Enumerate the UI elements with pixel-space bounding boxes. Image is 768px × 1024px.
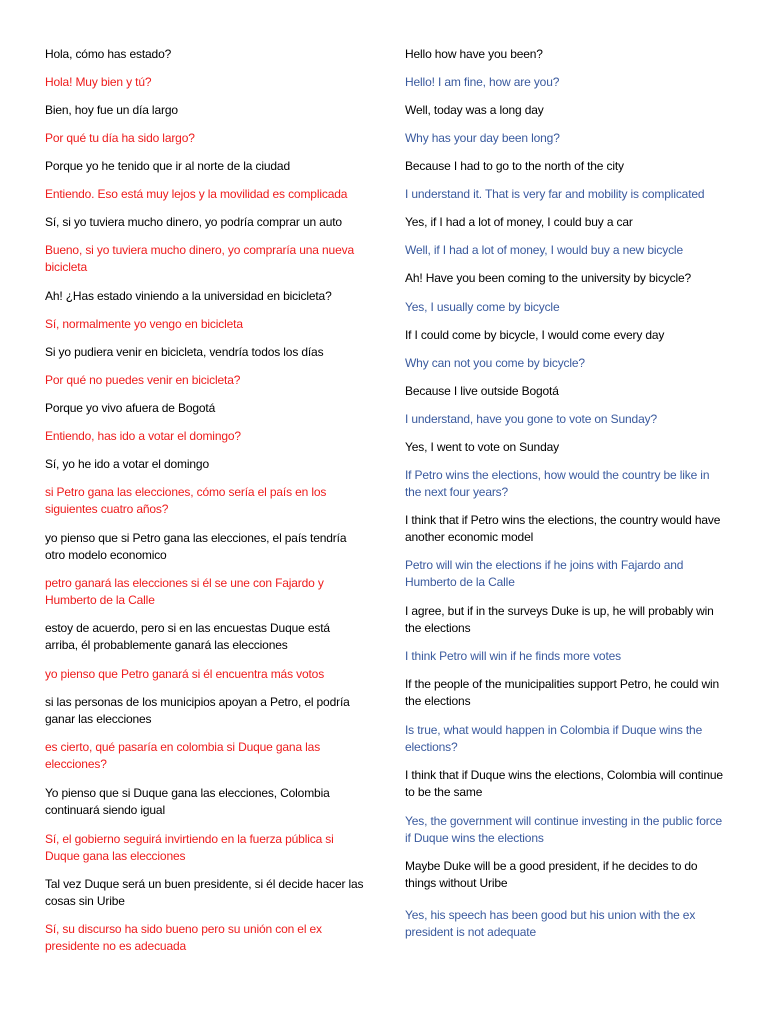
spanish-line: Entiendo. Eso está muy lejos y la movilidad es complicada [45,187,348,201]
english-line: I understand, have you gone to vote on Sunday? [405,412,657,426]
english-line: Because I live outside Bogotá [405,384,559,398]
english-line: If I could come by bicycle, I would come every day [405,328,665,342]
spanish-line: estoy de acuerdo, pero si en las encuestas Duque está arriba, él probablemente ganará las elecciones [45,621,330,652]
spanish-line: si las personas de los municipios apoyan a Petro, el podría ganar las elecciones [45,695,350,726]
spanish-line: Tal vez Duque será un buen presidente, si él decide hacer las cosas sin Uribe [45,877,364,908]
spanish-line: Sí, si yo tuviera mucho dinero, yo podría comprar un auto [45,215,342,229]
spanish-line: Bien, hoy fue un día largo [45,103,178,117]
english-line: Well, if I had a lot of money, I would buy a new bicycle [405,243,683,257]
english-line: Why has your day been long? [405,131,560,145]
spanish-line: Hola! Muy bien y tú? [45,75,152,89]
spanish-line: yo pienso que si Petro gana las elecciones, el país tendría otro modelo economico [45,531,347,562]
spanish-line: Sí, yo he ido a votar el domingo [45,457,209,471]
spanish-line: Por qué tu día ha sido largo? [45,131,195,145]
english-line: If Petro wins the elections, how would the country be like in the next four years? [405,468,710,499]
spanish-line: Sí, normalmente yo vengo en bicicleta [45,317,243,331]
english-line: Is true, what would happen in Colombia if Duque wins the elections? [405,723,703,754]
english-line: Petro will win the elections if he joins with Fajardo and Humberto de la Calle [405,558,684,589]
spanish-line: Hola, cómo has estado? [45,47,172,61]
spanish-line: Ah! ¿Has estado viniendo a la universidad en bicicleta? [45,289,332,303]
english-line: Yes, if I had a lot of money, I could buy a car [405,215,633,229]
spanish-line: Si yo pudiera venir en bicicleta, vendría todos los días [45,345,324,359]
spanish-line: Porque yo vivo afuera de Bogotá [45,401,216,415]
spanish-line: Entiendo, has ido a votar el domingo? [45,429,241,443]
english-line: I think Petro will win if he finds more votes [405,649,622,663]
spanish-line: petro ganará las elecciones si él se une con Fajardo y Humberto de la Calle [45,576,324,607]
spanish-line: Por qué no puedes venir en bicicleta? [45,373,241,387]
spanish-line: yo pienso que Petro ganará si él encuentra más votos [45,667,325,681]
english-line: I think that if Duque wins the elections, Colombia will continue to be the same [405,768,723,799]
english-line: Well, today was a long day [405,103,544,117]
english-line: Ah! Have you been coming to the university by bicycle? [405,271,692,285]
spanish-line: si Petro gana las elecciones, cómo sería el país en los siguientes cuatro años? [45,485,327,516]
english-line: Because I had to go to the north of the city [405,159,624,173]
english-line: Yes, I usually come by bicycle [405,300,560,314]
english-line: I understand it. That is very far and mobility is complicated [405,187,705,201]
english-line: Yes, the government will continue investing in the public force if Duque wins the elections [405,814,722,845]
spanish-line: Sí, el gobierno seguirá invirtiendo en la fuerza pública si Duque gana las elecciones [45,832,334,863]
english-line: Hello how have you been? [405,47,543,61]
english-line: I agree, but if in the surveys Duke is up, he will probably win the elections [405,604,714,635]
spanish-line: es cierto, qué pasaría en colombia si Duque gana las elecciones? [45,740,321,771]
english-line: Why can not you come by bicycle? [405,356,585,370]
english-line: Yes, his speech has been good but his union with the ex president is not adequate [405,908,696,939]
english-line: I think that if Petro wins the elections, the country would have another economic model [405,513,721,544]
english-line: If the people of the municipalities support Petro, he could win the elections [405,677,720,708]
spanish-line: Bueno, si yo tuviera mucho dinero, yo compraría una nueva bicicleta [45,243,354,274]
english-line: Yes, I went to vote on Sunday [405,440,559,454]
english-line: Hello! I am fine, how are you? [405,75,560,89]
spanish-line: Porque yo he tenido que ir al norte de la ciudad [45,159,290,173]
spanish-line: Sí, su discurso ha sido bueno pero su unión con el ex presidente no es adecuada [45,922,322,953]
spanish-line: Yo pienso que si Duque gana las elecciones, Colombia continuará siendo igual [45,786,330,817]
english-line: Maybe Duke will be a good president, if he decides to do things without Uribe [405,859,698,890]
